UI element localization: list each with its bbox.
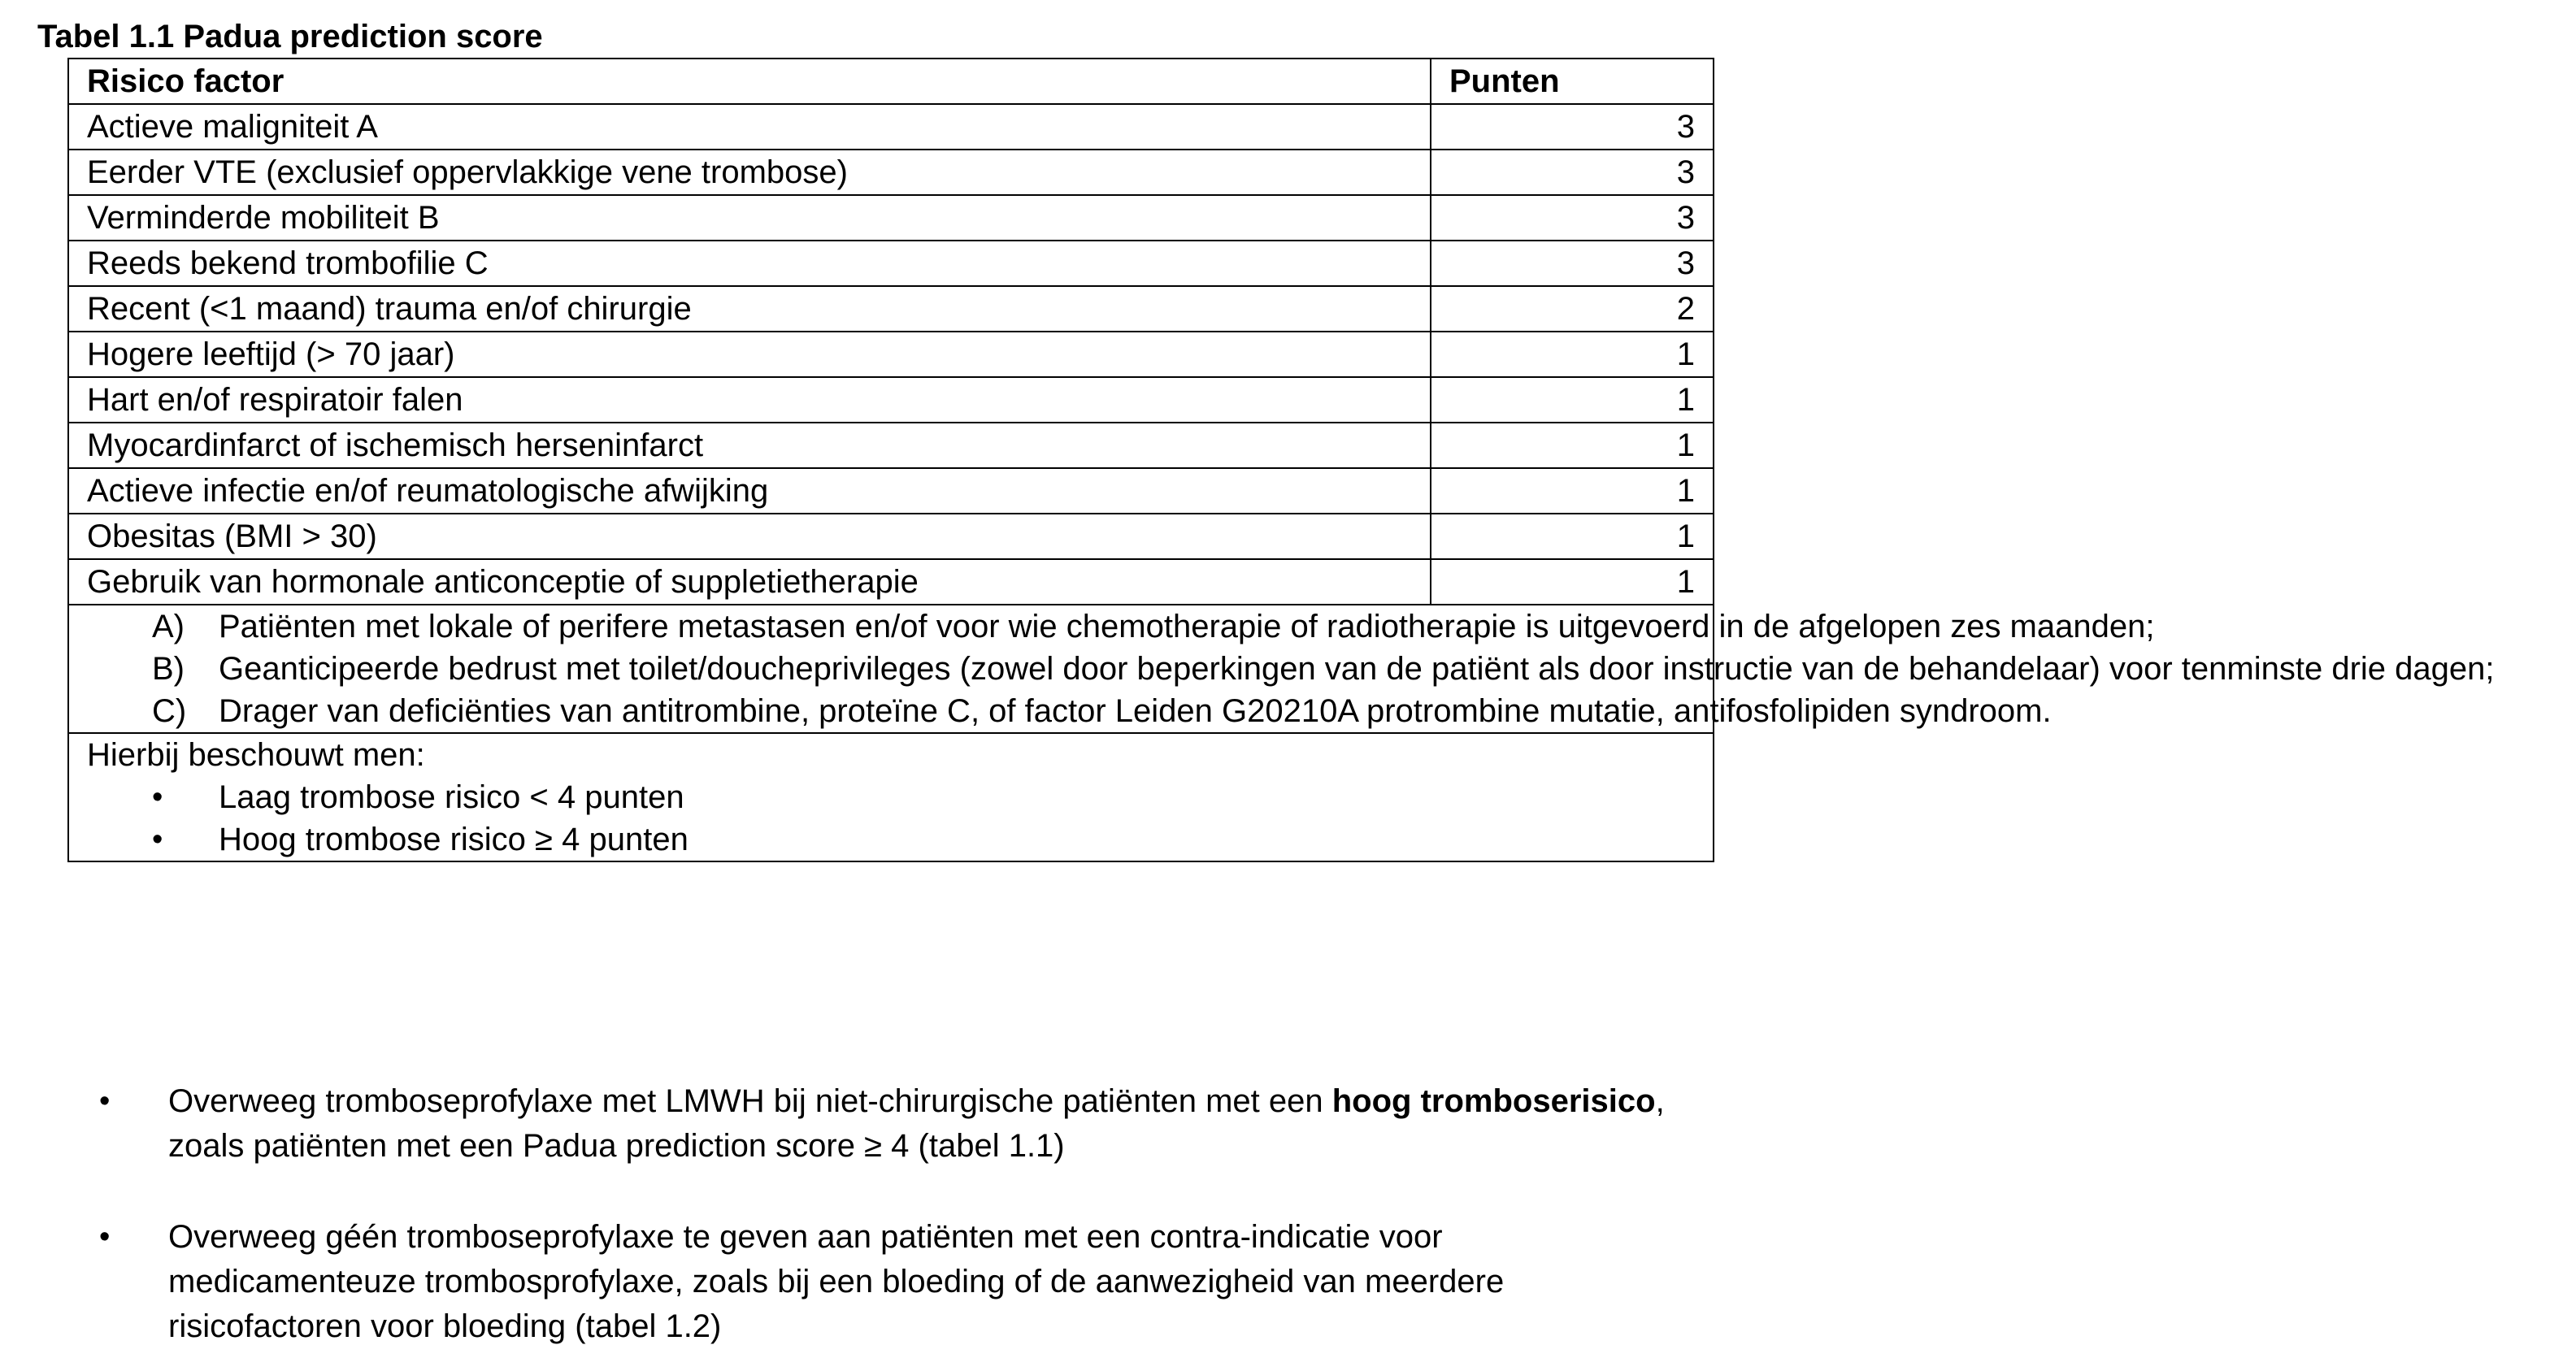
- footnote-letter: B): [152, 651, 185, 687]
- legend-item-text: Laag trombose risico < 4 punten: [219, 779, 684, 815]
- bullet-icon: •: [152, 780, 163, 814]
- table-row: [68, 514, 1714, 559]
- risk-factor-cell: Verminderde mobiliteit B: [68, 195, 1431, 241]
- table-title: Tabel 1.1 Padua prediction score: [37, 19, 543, 54]
- bullet-icon: •: [99, 1084, 111, 1118]
- advice-text-part: Overweeg tromboseprofylaxe met LMWH bij niet-chirurgische patiënten met een: [168, 1083, 1332, 1119]
- footnote-text: Drager van deficiënties van antitrombine, proteïne C, of factor Leiden G20210A protrombine mutatie, antifosfolipiden syndroom.: [219, 693, 2052, 729]
- points-cell: 1: [1431, 423, 1714, 468]
- points-cell: 1: [1431, 377, 1714, 423]
- table-row: [68, 332, 1714, 377]
- table-row: [68, 286, 1714, 332]
- table-header-row: [68, 59, 1714, 104]
- table-row: [68, 150, 1714, 195]
- advice-text-part: Overweeg géén tromboseprofylaxe te geven aan patiënten met een contra-indicatie voor medicamenteuze trombosprofylaxe, zoals bij een bloeding of de aanwezigheid van meerdere risicofactoren voor bloeding (tabel 1.2): [168, 1219, 1505, 1344]
- risk-factor-cell: Hart en/of respiratoir falen: [68, 377, 1431, 423]
- footnotes-row: [68, 605, 1714, 733]
- points-cell: 3: [1431, 104, 1714, 150]
- footnote-a: [152, 605, 2155, 648]
- points-cell: 1: [1431, 332, 1714, 377]
- table-row: [68, 104, 1714, 150]
- risk-factor-cell: Reeds bekend trombofilie C: [68, 241, 1431, 286]
- risk-factor-cell: Eerder VTE (exclusief oppervlakkige vene trombose): [68, 150, 1431, 195]
- footnote-letter: C): [152, 693, 187, 729]
- footnote-letter: A): [152, 609, 185, 644]
- legend-row: [68, 733, 1714, 861]
- legend-item-high-risk: [152, 818, 1695, 861]
- table-row: [68, 468, 1714, 514]
- points-cell: 3: [1431, 150, 1714, 195]
- points-cell: 1: [1431, 559, 1714, 605]
- header-points: Punten: [1431, 59, 1714, 104]
- risk-factor-cell: Hogere leeftijd (> 70 jaar): [68, 332, 1431, 377]
- footnote-text: Patiënten met lokale of perifere metastasen en/of voor wie chemotherapie of radiotherapie is uitgevoerd in de afgelopen zes maanden;: [219, 609, 2155, 644]
- risk-factor-cell: Actieve maligniteit A: [68, 104, 1431, 150]
- risk-factor-cell: Gebruik van hormonale anticonceptie of suppletietherapie: [68, 559, 1431, 605]
- risk-factor-cell: Obesitas (BMI > 30): [68, 514, 1431, 559]
- padua-score-table: [67, 58, 2495, 862]
- footnote-c: [152, 690, 2052, 732]
- points-cell: 1: [1431, 468, 1714, 514]
- risk-factor-cell: Recent (<1 maand) trauma en/of chirurgie: [68, 286, 1431, 332]
- legend-cell: [68, 733, 1714, 861]
- advice-emphasis: hoog tromboserisico: [1331, 1083, 1656, 1119]
- header-risk-factor: Risico factor: [68, 59, 1431, 104]
- advice-text: [168, 1215, 1692, 1349]
- table-row: [68, 241, 1714, 286]
- legend-intro: Hierbij beschouwt men:: [87, 737, 425, 773]
- advice-text-part: , zoals patiënten met een Padua prediction score ≥ 4 (tabel 1.1): [168, 1083, 1665, 1164]
- footnote-b: [152, 648, 2495, 690]
- risk-factor-cell: Actieve infectie en/of reumatologische afwijking: [68, 468, 1431, 514]
- points-cell: 1: [1431, 514, 1714, 559]
- advice-text: [168, 1079, 1692, 1169]
- legend-item-low-risk: [152, 776, 1695, 818]
- advice-bullet-1: [99, 1079, 1692, 1169]
- risk-factor-cell: Myocardinfarct of ischemisch herseninfarct: [68, 423, 1431, 468]
- table-row: [68, 559, 1714, 605]
- points-cell: 2: [1431, 286, 1714, 332]
- points-cell: 3: [1431, 195, 1714, 241]
- footnote-text: Geanticipeerde bedrust met toilet/doucheprivileges (zowel door beperkingen van de patiënt als door instructie van de behandelaar) voor tenminste drie dagen;: [219, 651, 2495, 687]
- bullet-icon: •: [152, 822, 163, 857]
- table-row: [68, 423, 1714, 468]
- advice-bullet-2: [99, 1215, 1692, 1349]
- table-row: [68, 377, 1714, 423]
- legend-item-text: Hoog trombose risico ≥ 4 punten: [219, 822, 689, 857]
- table-row: [68, 195, 1714, 241]
- points-cell: 3: [1431, 241, 1714, 286]
- footnotes-cell: [68, 605, 2495, 733]
- bullet-icon: •: [99, 1220, 111, 1254]
